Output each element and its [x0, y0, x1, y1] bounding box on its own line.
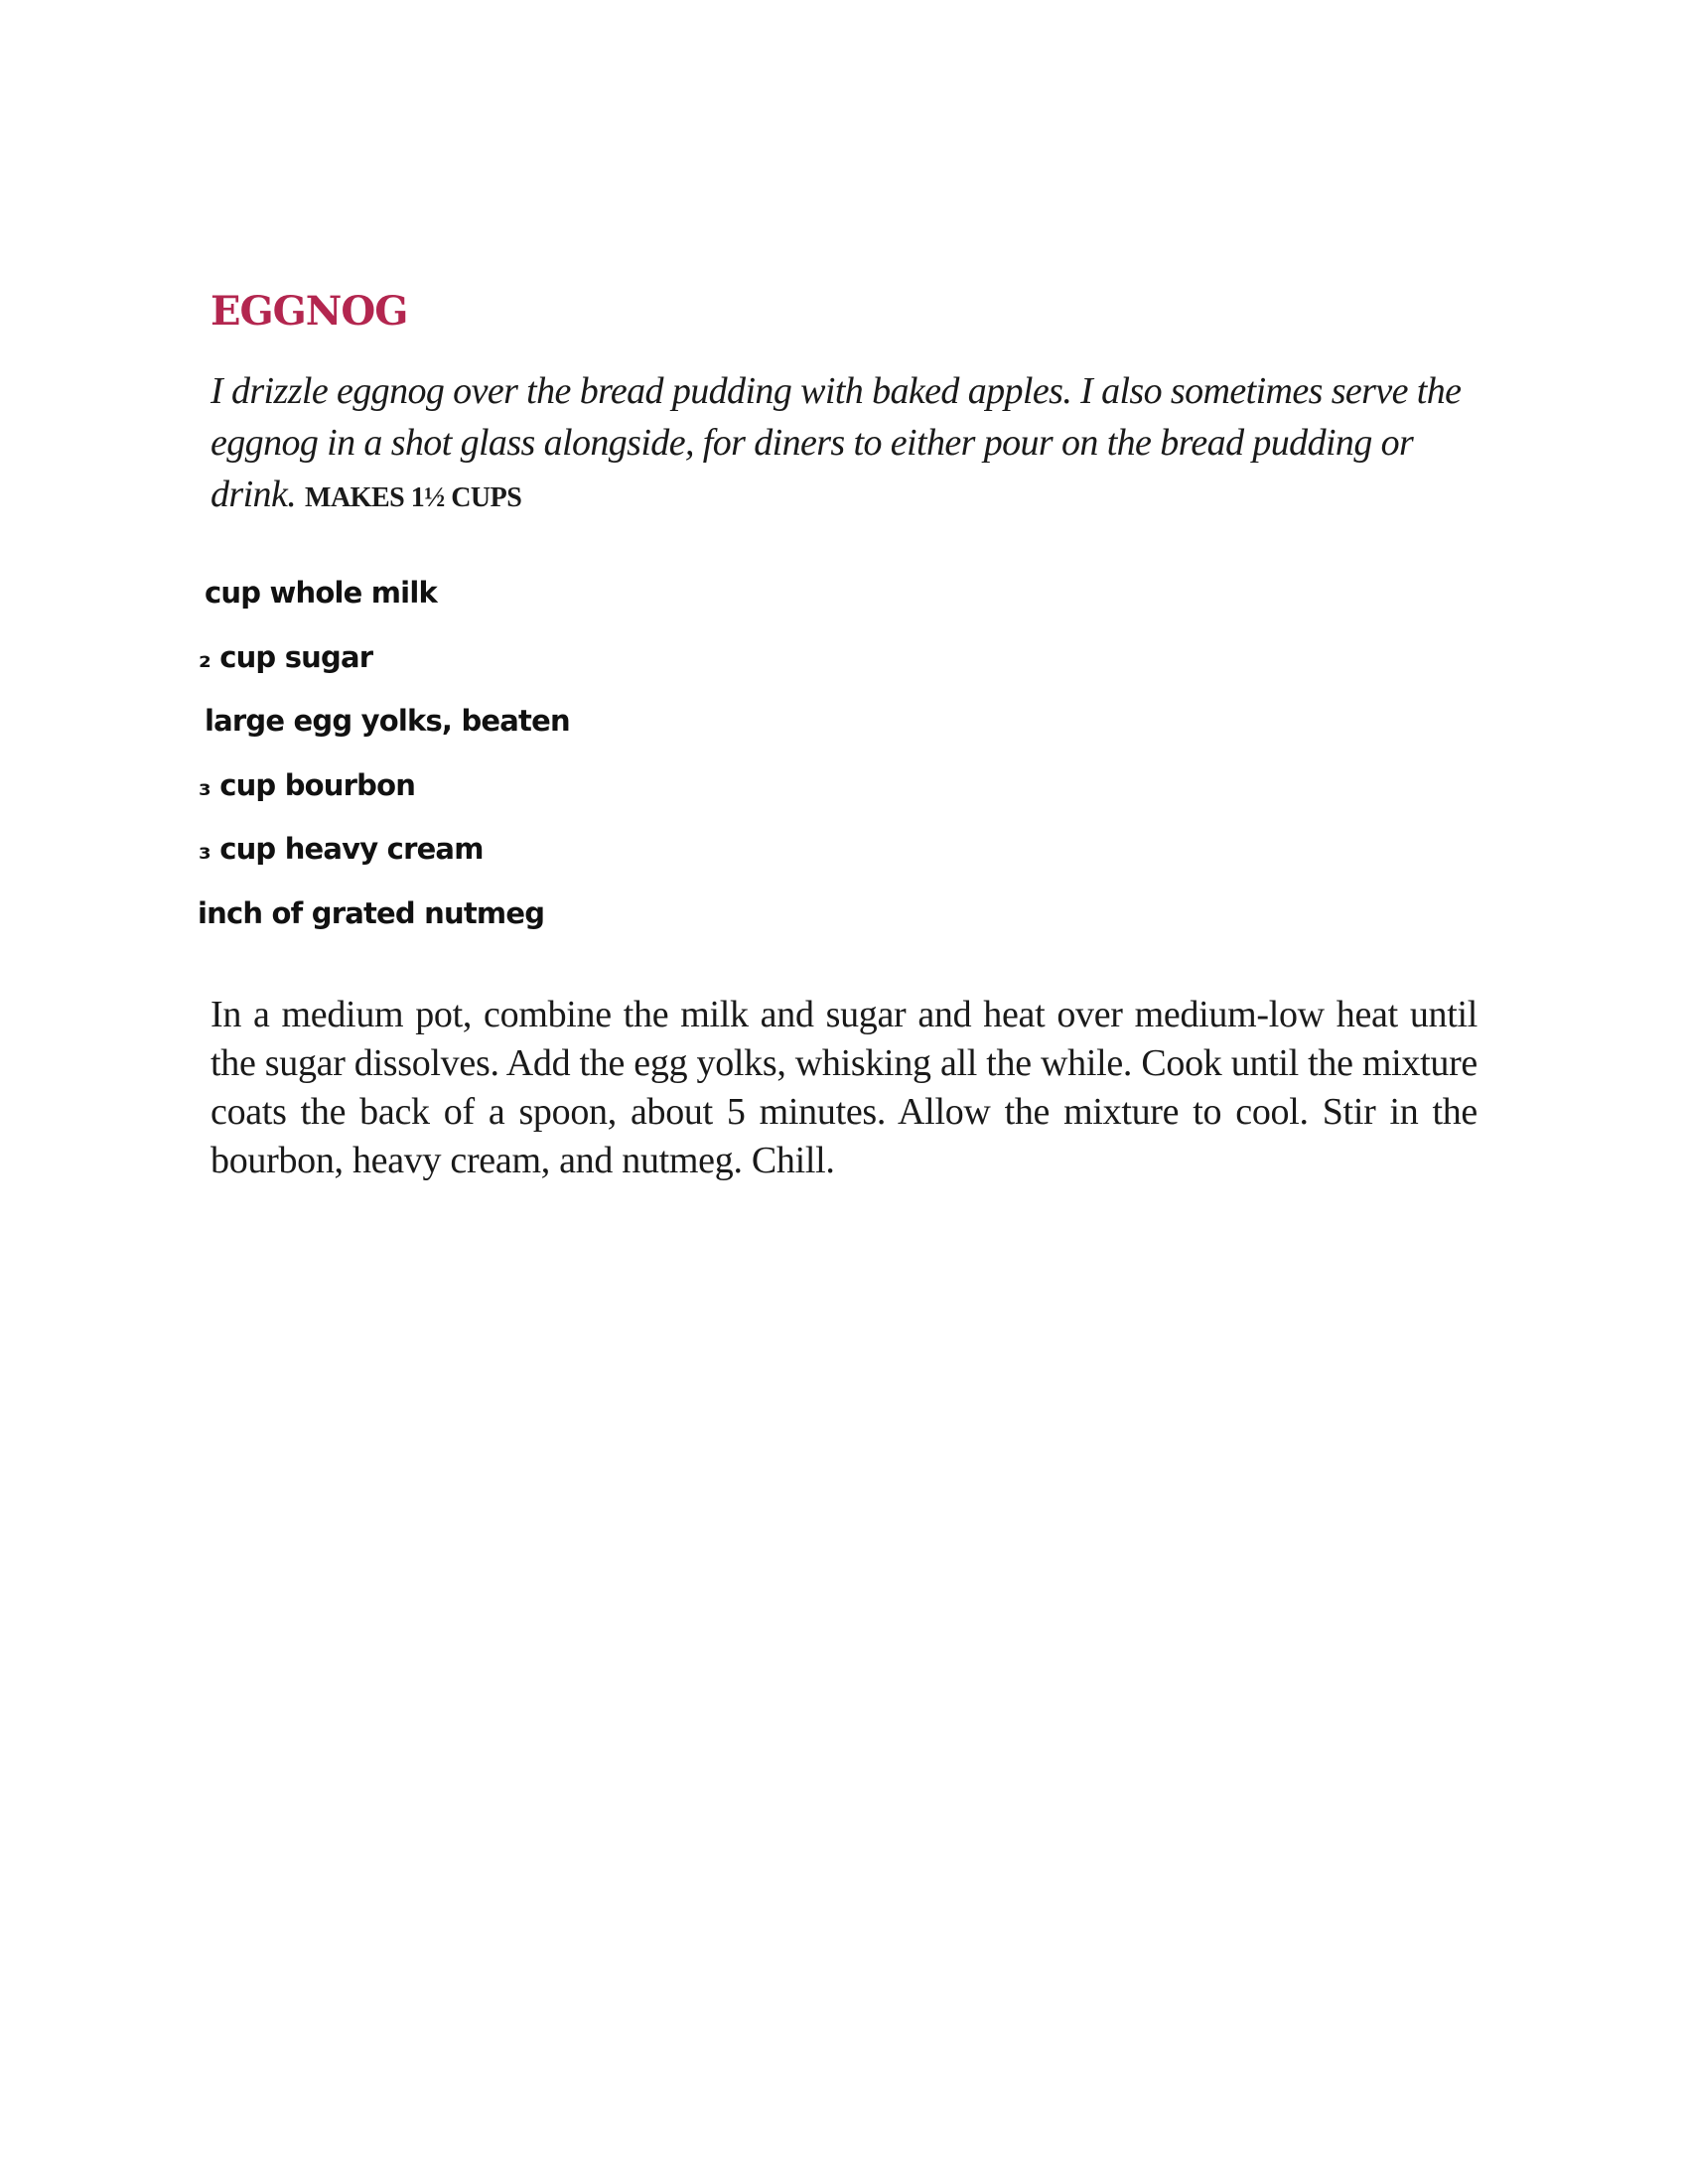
ingredient-item: ₂ cup sugar	[199, 640, 373, 674]
ingredient-item: inch of grated nutmeg	[198, 896, 545, 930]
recipe-title: EGGNOG	[211, 288, 408, 335]
recipe-method: In a medium pot, combine the milk and sugar and heat over medium-low heat until the sugar dissolves. Add the egg yolks, whisking all the while. Cook until the mixture coats the back of a spoon, about 5 minutes. Allow the mixture to cool. Stir in the bourbon, heavy cream, and nutmeg. Chill.	[211, 994, 1477, 1181]
ingredient-item: cup whole milk	[205, 576, 437, 610]
ingredient-item: ₃ cup bourbon	[199, 768, 416, 802]
recipe-headnote	[211, 365, 1501, 524]
headnote-text: I drizzle eggnog over the bread pudding with baked apples. I also sometimes serve the eggnog in a shot glass alongside, for diners to either pour on the bread pudding or drink.	[211, 370, 1462, 515]
ingredient-item: large egg yolks, beaten	[205, 704, 570, 738]
ingredient-item: ₃ cup heavy cream	[199, 832, 484, 866]
recipe-yield: MAKES 1½ CUPS	[305, 482, 522, 513]
